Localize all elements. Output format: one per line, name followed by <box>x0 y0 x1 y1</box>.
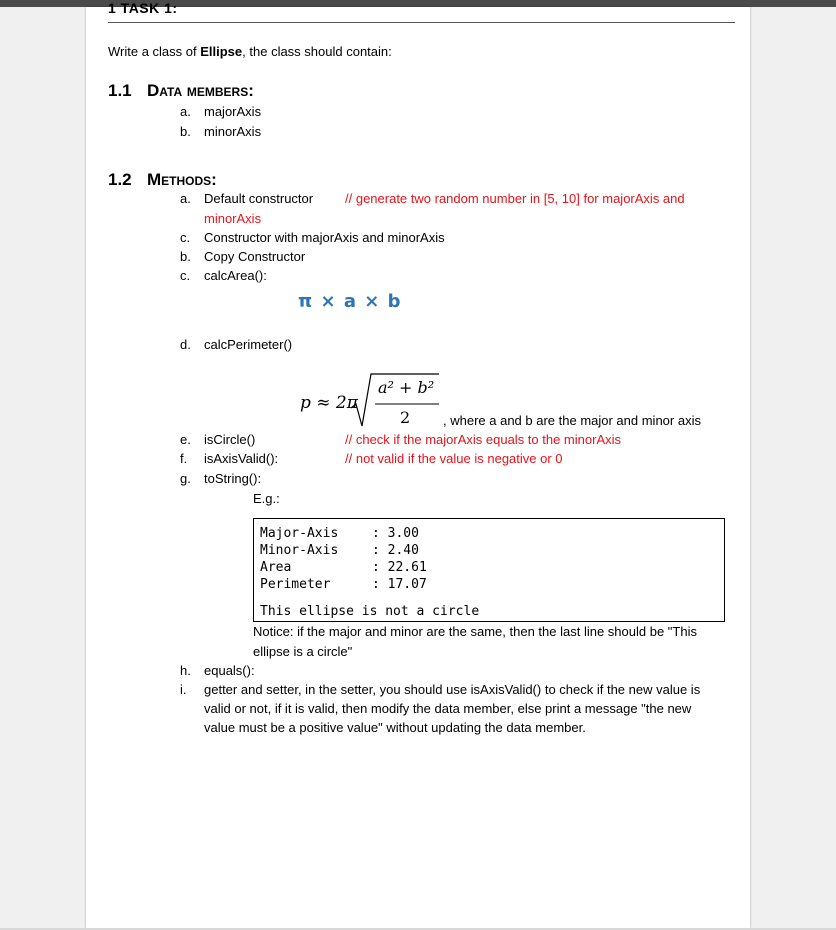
item-text: equals(): <box>204 663 255 678</box>
item-label: d. <box>180 337 191 352</box>
method-is-circle <box>180 432 255 448</box>
output-key-major: Major-Axis <box>260 526 339 541</box>
intro-suffix: , the class should contain: <box>242 44 392 59</box>
perimeter-formula-lhs: p ≈ 2π <box>300 393 358 413</box>
intro-class-name: Ellipse <box>200 44 243 59</box>
item-text: Default constructor <box>204 191 314 206</box>
item-text: Constructor with majorAxis and minorAxis <box>204 230 445 245</box>
section-data-members-heading <box>108 81 254 101</box>
method-to-string <box>180 471 261 487</box>
item-label: f. <box>180 451 188 466</box>
intro-prefix: Write a class of <box>108 44 201 59</box>
getter-setter-line3: value must be a positive value" without updating the data member. <box>204 720 586 735</box>
output-value-area: : 22.61 <box>372 560 427 575</box>
method-getter-setter <box>180 682 700 698</box>
heading-rule <box>108 22 735 23</box>
item-text: toString(): <box>204 471 262 486</box>
data-member-item <box>180 104 261 120</box>
method-copy-constructor <box>180 249 305 265</box>
output-key-perimeter: Perimeter <box>260 577 331 592</box>
method-default-constructor <box>180 191 313 207</box>
output-key-area: Area <box>260 560 292 575</box>
output-key-minor: Minor-Axis <box>260 543 339 558</box>
output-value-perimeter: : 17.07 <box>372 577 427 592</box>
method-constructor-axes <box>180 230 445 246</box>
method-calc-perimeter <box>180 337 292 353</box>
comment-is-axis-valid: // not valid if the value is negative or 0 <box>345 451 563 466</box>
item-label: a. <box>180 104 191 119</box>
intro-paragraph <box>108 44 392 60</box>
item-label: h. <box>180 663 191 678</box>
comment-random-line2: minorAxis <box>204 211 262 226</box>
task-heading: 1 TASK 1: <box>108 0 178 16</box>
section-title: Methods: <box>147 170 217 189</box>
output-value-major: : 3.00 <box>372 526 419 541</box>
document-page <box>86 0 750 928</box>
item-label: i. <box>180 682 187 697</box>
section-number: 1.1 <box>108 81 132 100</box>
item-label: b. <box>180 124 191 139</box>
example-label: E.g.: <box>253 491 280 506</box>
output-last-line: This ellipse is not a circle <box>260 604 480 619</box>
perimeter-formula-note: , where a and b are the major and minor axis <box>443 413 701 428</box>
item-text: isAxisValid(): <box>204 451 279 466</box>
notice-line2: ellipse is a circle" <box>253 644 353 659</box>
item-label: c. <box>180 268 191 283</box>
output-value-minor: : 2.40 <box>372 543 419 558</box>
method-calc-area <box>180 268 267 284</box>
section-title: Data members: <box>147 81 254 100</box>
perimeter-formula-numerator: a² + b² <box>378 378 435 397</box>
method-equals <box>180 663 255 679</box>
item-text: minorAxis <box>204 124 262 139</box>
comment-random-line1: // generate two random number in [5, 10] for majorAxis and <box>345 191 685 206</box>
item-label: a. <box>180 191 191 206</box>
item-text: calcPerimeter() <box>204 337 293 352</box>
item-text: calcArea(): <box>204 268 267 283</box>
example-output-box <box>253 518 725 622</box>
notice-line1: Notice: if the major and minor are the same, then the last line should be "This <box>253 624 697 639</box>
item-text: getter and setter, in the setter, you should use isAxisValid() to check if the new value is <box>204 682 701 697</box>
getter-setter-line2: valid or not, if it is valid, then modify the data member, else print a message "the new <box>204 701 692 716</box>
item-text: Copy Constructor <box>204 249 306 264</box>
item-label: b. <box>180 249 191 264</box>
section-methods-heading <box>108 170 217 190</box>
item-text: majorAxis <box>204 104 262 119</box>
item-label: c. <box>180 230 191 245</box>
data-member-item <box>180 124 261 140</box>
area-formula: π × a × b <box>298 291 402 312</box>
perimeter-formula-denominator: 2 <box>400 408 411 427</box>
method-is-axis-valid <box>180 451 278 467</box>
item-text: isCircle() <box>204 432 256 447</box>
item-label: g. <box>180 471 191 486</box>
comment-is-circle: // check if the majorAxis equals to the minorAxis <box>345 432 622 447</box>
item-label: e. <box>180 432 191 447</box>
section-number: 1.2 <box>108 170 132 189</box>
